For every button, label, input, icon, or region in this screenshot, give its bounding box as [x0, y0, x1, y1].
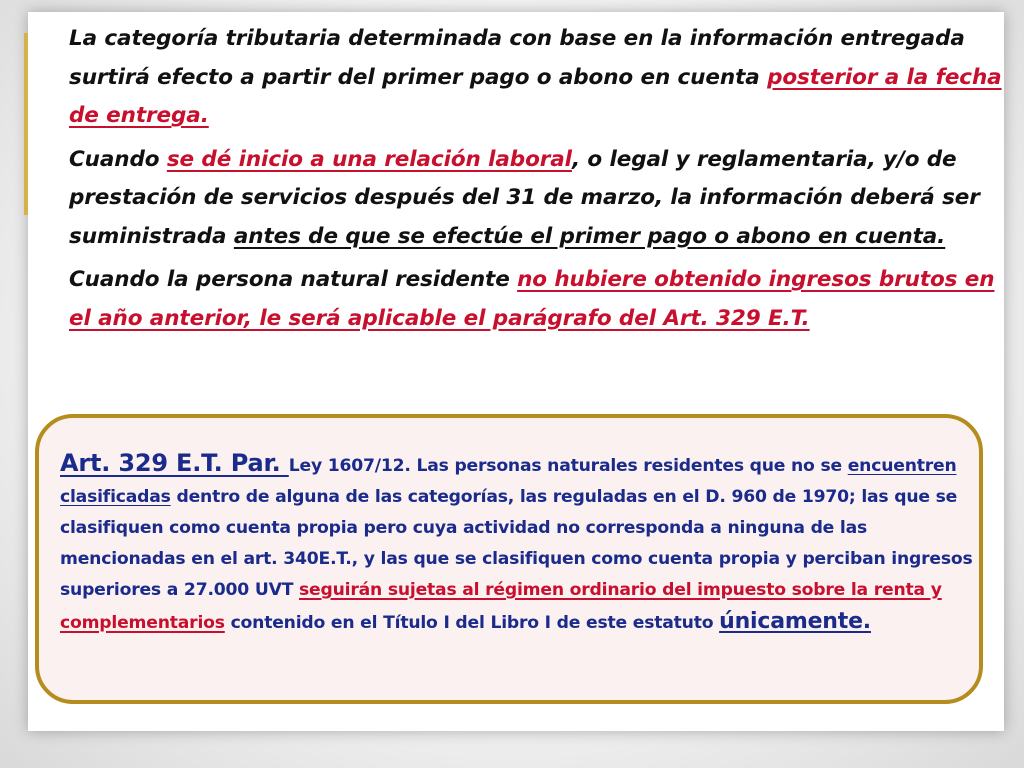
paragraph-2-underlined: antes de que se efectúe el primer pago o abono en cuenta.: [233, 223, 946, 249]
paragraph-1-highlight: posterior a la fecha de entrega.: [69, 64, 1002, 128]
article-heading: Art. 329 E.T. Par.: [60, 449, 289, 477]
paragraph-1: [69, 20, 1004, 136]
paragraph-2-mid: , o legal y reglamentaria, y/o de prestación de servicios después del 31 de marzo, la información deberá ser suministrada: [69, 146, 980, 249]
accent-bar: [24, 33, 28, 215]
article-emphasis: únicamente.: [719, 609, 871, 634]
paragraph-3-highlight: no hubiere obtenido ingresos brutos en el año anterior, le será aplicable el parágrafo del Art. 329 E.T.: [69, 267, 995, 331]
article-tail: contenido en el Título I del Libro I de este estatuto: [224, 613, 720, 633]
article-callout-text: [60, 448, 978, 639]
paragraph-2: [69, 141, 1004, 257]
paragraph-2-pre: Cuando: [69, 146, 167, 172]
main-text: [69, 20, 1004, 343]
paragraph-1-text: La categoría tributaria determinada con base en la información entregada surtirá efecto a partir del primer pago o abono en cuenta: [69, 26, 965, 90]
article-body: dentro de alguna de las categorías, las reguladas en el D. 960 de 1970; las que se clasifiquen como cuenta propia pero cuya actividad no corresponda a ninguna de las mencionadas en el art. 340E.T., y las que se clasifiquen como cuenta propia y perciban ingresos superiores a 27.000 UVT: [60, 487, 973, 600]
paragraph-3-pre: Cuando la persona natural residente: [69, 267, 518, 292]
article-highlight: seguirán sujetas al régimen ordinario del impuesto sobre la renta y complementarios: [60, 580, 942, 633]
article-underlined-phrase: encuentren clasificadas: [60, 456, 957, 507]
paragraph-2-highlight: se dé inicio a una relación laboral: [166, 146, 572, 172]
article-law: Ley 1607/12. Las personas naturales residentes que no se: [288, 456, 848, 476]
paragraph-3: [69, 261, 1004, 338]
